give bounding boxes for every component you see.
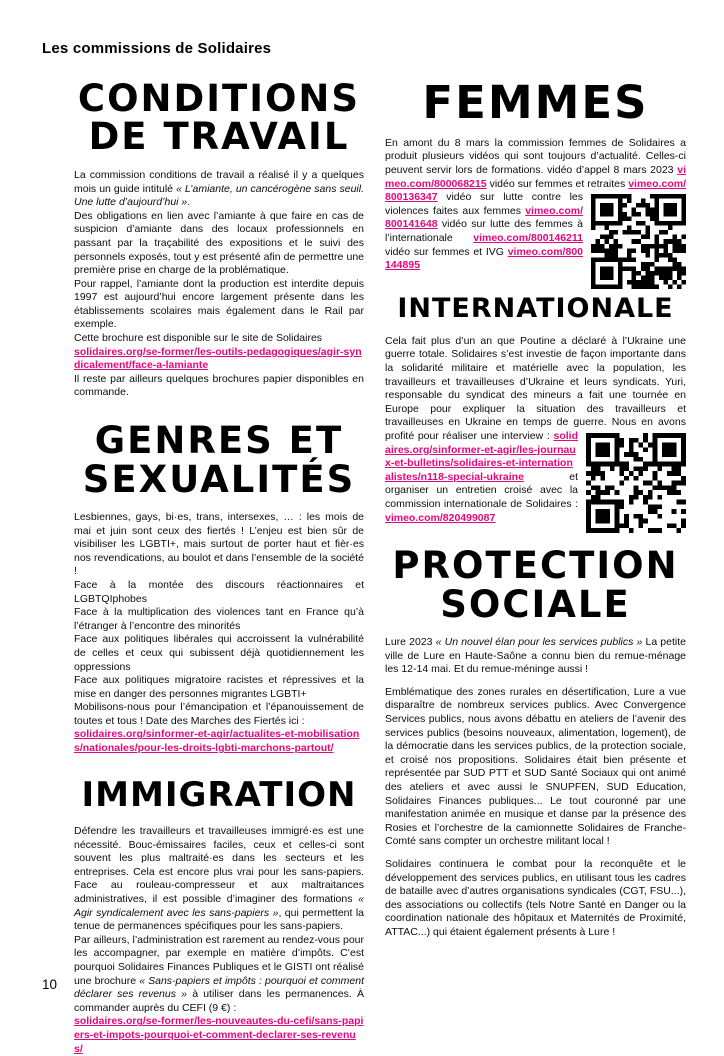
inline-link[interactable]: vimeo.com/800141648 [385, 204, 583, 231]
paragraph: Face aux politiques migratoire racistes et répressives et la mise en danger des personnes migrantes LGBTI+ [74, 674, 364, 700]
paragraph: Solidaires continuera le combat pour la reconquête et le développement des services publics, en utilisant tous les cadres de bataille avec d’autres organisations syndicales (CGT, FSU...), des associations ou collectifs (tels Notre Santé en Danger ou la coordination nationale des hôpitaux et Maternités de Proximité, ATTAC...) qui étaient également présents à Lure ! [385, 857, 686, 938]
section-genres-et-sexualites [74, 419, 364, 756]
section-heading: PROTECTION SOCIALE [392, 544, 679, 626]
section-heading: CONDITIONS DE TRAVAIL [77, 77, 361, 159]
paragraph: Il reste par ailleurs quelques brochures papier disponibles en commande. [74, 372, 364, 399]
page-number: 10 [42, 977, 58, 992]
paragraph: Mobilisons-nous pour l’émancipation et l’épanouissement de toutes et tous ! Date des Marches des Fiertés ici : [74, 701, 364, 727]
paragraph: Face à la multiplication des violences tant en France qu’à l’étranger à l’encontre des minorités [74, 606, 364, 632]
paragraph: Face aux politiques libérales qui accroissent la vulnérabilité de celles et ceux qui subissent déjà quotidiennement les oppressions [74, 633, 364, 673]
paragraph: Emblématique des zones rurales en désertification, Lure a vue disparaître de nombreux services publics. Avec Convergence Services publics, nous avons débattu en ateliers de l’avenir des services publics (besoins nouveaux, alimentation, logement), de la démocratie dans les services publics, de la protection sociale, et croisé nos propositions. Solidaires était bien présente et représentée par SUD PTT et SUD Santé Sociaux qui ont animé des ateliers et avec aussi le SNUPFEN, SUD Education, Solidaires Finances publiques... Le tout couronné par une manifestation animée en musique et danse par la présence des Rosies et l’orchestre de la camionnette Solidaires de Franche-Comté sans compter un orchestre militant local ! [385, 685, 686, 848]
content-columns [38, 76, 686, 1056]
section-internationale [385, 292, 686, 525]
paragraph: En amont du 8 mars la commission femmes de Solidaires a produit plusieurs vidéos qui sont toujours d’actualité. Celles-ci peuvent servir lors de formations. vidéo d’appel 8 mars 2023 vimeo.com/800068215 vidéo sur femmes et retraites vimeo.com/800136347 vidéo sur lutte contre les violences faites aux femmes vimeo.com/800141648 vidéo sur lutte des femmes à l’internationale vimeo.com/800146211 vidéo sur femmes et IVG vimeo.com/800144895 [385, 137, 686, 273]
section-conditions-de-travail [74, 77, 365, 400]
inline-link[interactable]: vimeo.com/800146211 [473, 231, 583, 244]
paragraph: Pour rappel, l’amiante dont la production est interdite depuis 1997 est aujourd’hui encore largement présente dans les établissements scolaires mais également dans le Rail par exemple. [74, 277, 364, 331]
inline-link[interactable]: vimeo.com/800144895 [385, 245, 583, 272]
paragraph: Par ailleurs, l’administration est rarement au rendez-vous pour les accompagner, par exemple en matière d’impôts. C’est pourquoi Solidaires Finances Publiques et le GISTI ont réalisé une brochure « Sans-papiers et impôts : pourquoi et comment déclarer ses revenus » à utiliser dans les permanences. À commander auprès du CEFI (9 €) : [74, 933, 365, 1014]
section-immigration [74, 774, 365, 1056]
paragraph: La commission conditions de travail a réalisé il y a quelques mois un guide intitulé « L’amiante, un cancérogène sans seuil. Une lutte d’aujourd’hui ». [74, 168, 365, 209]
qr-code-femmes [591, 194, 686, 289]
inline-link[interactable]: vimeo.com/800136347 [385, 177, 686, 204]
inline-link[interactable]: solidaires.org/sinformer-et-agir/actualites-et-mobilisations/nationales/pour-les-droits-lgbti-marchons-partout/ [74, 728, 360, 755]
section-protection-sociale [385, 544, 686, 939]
section-heading: INTERNATIONALE [397, 292, 674, 324]
inline-link[interactable]: solidaires.org/sinformer-et-agir/les-journaux-et-bulletins/solidaires-et-internationalistes/n118-special-ukraine [385, 429, 578, 483]
inline-link[interactable]: vimeo.com/800068215 [385, 163, 686, 190]
section-femmes [385, 76, 686, 273]
section-heading: IMMIGRATION [81, 774, 357, 815]
inline-link[interactable]: vimeo.com/820499087 [385, 511, 496, 524]
column-right [385, 76, 686, 940]
section-heading: FEMMES [422, 76, 649, 129]
paragraph: Cela fait plus d’un an que Poutine a déclaré à l’Ukraine une guerre totale. Solidaires s’est investie de façon importante dans la solidarité militaire et matérielle avec la population, les travailleurs et travailleuses d’Ukraine et leurs syndicats. Yuri, responsable du syndicat des mineurs a fait une tournée en Europe pour expliquer la situation des travailleurs et travailleuses en Ukraine en temps de guerre. Nous en avons profité pour réaliser une interview : solidaires.org/sinformer-et-agir/les-journaux-et-bulletins/solidaires-et-internationalistes/n118-special-ukraine et organiser un entretien croisé avec la commission internationale de Solidaires : vimeo.com/820499087 [385, 335, 686, 525]
page-title: Les commissions de Solidaires [42, 40, 272, 57]
paragraph: Lure 2023 « Un nouvel élan pour les services publics » La petite ville de Lure en Haute-Saône a connu bien du remue-ménage les 12-14 mai. Et du remue-méninge aussi ! [385, 636, 686, 676]
paragraph: Face à la montée des discours réactionnaires et LGBTQIphobes [74, 578, 364, 605]
inline-link[interactable]: solidaires.org/se-former/les-outils-pedagogiques/agir-syndicalement/face-a-lamiante [74, 345, 362, 372]
paragraph: Des obligations en lien avec l’amiante à que faire en cas de suspicion d’amiante dans des locaux professionnels en passant par la traçabilité des expositions et le suivi des personnels exposés, tout y est présenté afin de permettre une première prise en charge de la problématique. [74, 209, 364, 277]
paragraph [74, 728, 364, 755]
column-left [74, 76, 364, 1056]
paragraph: Défendre les travailleurs et travailleuses immigré·es est une nécessité. Bouc-émissaires faciles, ceux et celles-ci sont souvent les plus maltraité·es dans les secteurs et les entreprises. Cela est encore plus vrai pour les sans-papiers. Face au rouleau-compresseur et aux maltraitances administratives, il est possible d’imaginer des formations « Agir syndicalement avec les sans-papiers », qui permettent la tenue de permanences spécifiques pour les sans-papiers. [74, 825, 365, 933]
paragraph: Lesbiennes, gays, bi·es, trans, intersexes, … : les mois de mai et juin sont ceux des fiertés ! L’enjeu est bien sûr de visibiliser les LGBTI+, mais surtout de porter haut et fièr·es nos revendications, au boulot et dans l’ensemble de la société ! [74, 510, 364, 578]
paragraph: Cette brochure est disponible sur le site de Solidaires [74, 332, 323, 345]
section-heading: GENRES ET SEXUALITÉS [82, 419, 356, 501]
inline-link[interactable]: solidaires.org/se-former/les-nouveautes-du-cefi/sans-papiers-et-impots-pourquoi-et-comment-declarer-ses-revenus/ [74, 1015, 364, 1055]
qr-code-internationale [586, 433, 686, 533]
paragraph [74, 346, 364, 373]
paragraph [74, 1015, 364, 1056]
